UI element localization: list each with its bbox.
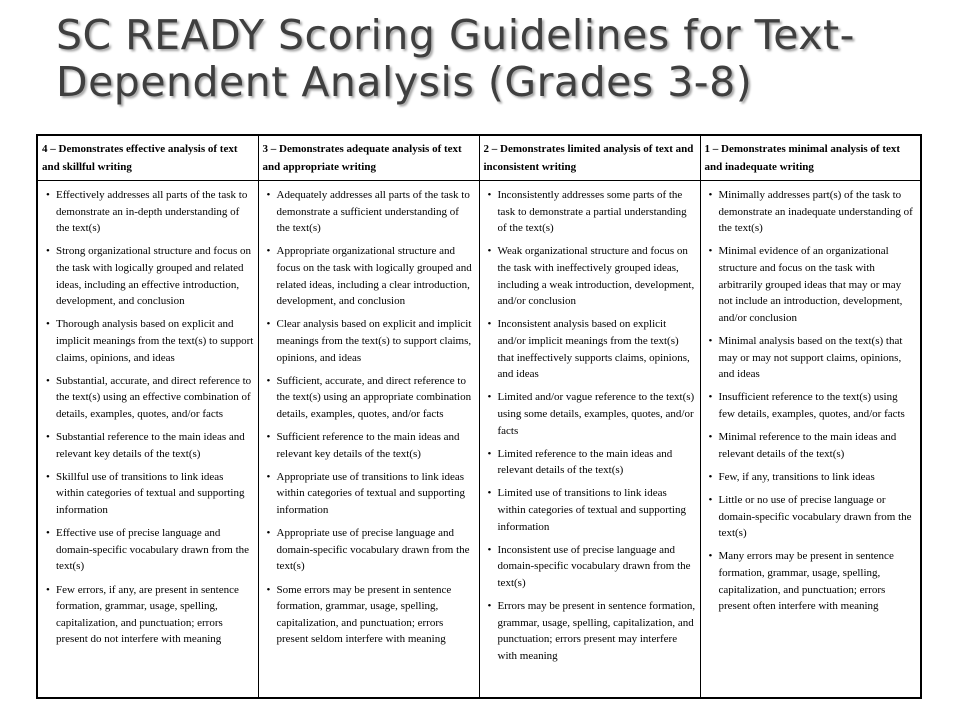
criterion-text: Limited reference to the main ideas and relevant details of the text(s): [497, 447, 673, 477]
score-2-cell: [479, 181, 700, 699]
criterion-text: Limited use of transitions to link ideas within categories of textual and supporting information: [497, 487, 686, 533]
header-row: [37, 135, 921, 181]
criterion-list-item: [42, 373, 254, 423]
bullet-icon: •: [46, 245, 50, 258]
bullet-icon: •: [487, 318, 492, 331]
score-4-header: 4 – Demonstrates effective analysis of text and skillful writing: [37, 135, 258, 181]
bullet-icon: •: [266, 189, 271, 201]
bullet-icon: •: [708, 431, 713, 444]
bullet-icon: •: [266, 318, 271, 331]
criterion-list-item: [484, 542, 696, 592]
criterion-list-item: [42, 582, 254, 648]
bullet-icon: •: [708, 189, 713, 201]
criterion-text: Weak organizational structure and focus on the task with ineffectively grouped ideas, including a weak introduction, development, and/or conclusion: [497, 245, 695, 308]
criterion-list-item: [263, 429, 475, 462]
criterion-list-item: [484, 316, 696, 382]
bullet-icon: •: [487, 600, 492, 613]
criterion-text: Few errors, if any, are present in sentence formation, grammar, usage, spelling, capitalization, and punctuation; errors present do not interfere with meaning: [56, 583, 239, 646]
criterion-list-item: [484, 389, 696, 439]
criterion-list-item: [263, 469, 475, 519]
criterion-list-item: [705, 548, 917, 614]
score-1-cell: [700, 181, 921, 699]
bullet-icon: •: [487, 245, 492, 258]
criterion-list-item: [263, 187, 475, 237]
bullet-icon: •: [487, 391, 492, 404]
score-2-list: [484, 187, 696, 665]
bullet-icon: •: [708, 334, 713, 347]
bullet-icon: •: [708, 245, 713, 258]
criterion-text: Minimal reference to the main ideas and relevant details of the text(s): [718, 431, 897, 460]
bullet-icon: •: [266, 431, 271, 444]
criterion-list-item: [263, 525, 475, 575]
criterion-list-item: [705, 243, 917, 326]
criterion-text: Appropriate use of precise language and domain-specific vocabulary drawn from the text(s): [276, 527, 470, 573]
criterion-list-item: [484, 243, 696, 309]
bullet-icon: •: [46, 470, 50, 483]
criterion-list-item: [263, 316, 475, 366]
criterion-text: Minimal analysis based on the text(s) that may or may not support claims, opinions, and ideas: [718, 334, 903, 381]
criterion-text: Appropriate organizational structure and focus on the task with logically grouped and related ideas, including a clear introduction, development, and conclusion: [276, 245, 472, 308]
criterion-list-item: [42, 525, 254, 575]
criterion-text: Minimal evidence of an organizational structure and focus on the task with arbitrarily grouped ideas that may or may not include an introduction, development, and/or conclusion: [718, 245, 903, 324]
bullet-icon: •: [487, 447, 492, 460]
criterion-text: Inconsistently addresses some parts of the task to demonstrate a partial understanding of the text(s): [497, 189, 687, 235]
criterion-list-item: [484, 485, 696, 535]
score-2-header: 2 – Demonstrates limited analysis of text and inconsistent writing: [479, 135, 700, 181]
criterion-text: Strong organizational structure and focus on the task with logically grouped and related ideas, including an effective introduction, development, and conclusion: [56, 245, 251, 308]
criterion-text: Few, if any, transitions to link ideas: [718, 470, 875, 483]
bullet-icon: •: [46, 318, 50, 331]
page-title: SC READY Scoring Guidelines for Text-Dependent Analysis (Grades 3-8): [56, 11, 855, 106]
criterion-list-item: [263, 243, 475, 309]
criterion-list-item: [263, 582, 475, 648]
score-1-header: 1 – Demonstrates minimal analysis of text and inadequate writing: [700, 135, 921, 181]
criterion-text: Little or no use of precise language or domain-specific vocabulary drawn from the text(s): [718, 494, 912, 540]
criterion-text: Sufficient, accurate, and direct reference to the text(s) using an appropriate combination details, examples, quotes, and/or facts: [276, 374, 472, 420]
criterion-text: Appropriate use of transitions to link ideas within categories of textual and supporting information: [276, 470, 465, 517]
criterion-list-item: [484, 446, 696, 479]
bullet-icon: •: [487, 543, 492, 556]
bullet-icon: •: [46, 374, 50, 387]
score-3-cell: [258, 181, 479, 699]
criterion-list-item: [42, 243, 254, 309]
bullet-icon: •: [266, 374, 271, 387]
criterion-list-item: [42, 429, 254, 462]
criterion-text: Some errors may be present in sentence formation, grammar, usage, spelling, capitalization, and punctuation; errors present seldom interfere with meaning: [276, 583, 452, 646]
bullet-icon: •: [487, 487, 492, 500]
criterion-text: Skillful use of transitions to link ideas within categories of textual and supporting information: [56, 470, 245, 517]
criterion-list-item: [484, 187, 696, 237]
bullet-icon: •: [266, 583, 271, 596]
criterion-text: Adequately addresses all parts of the task to demonstrate a sufficient understanding of the text(s): [276, 189, 470, 235]
criterion-list-item: [484, 598, 696, 664]
criterion-text: Effective use of precise language and domain-specific vocabulary drawn from the text(s): [56, 527, 250, 573]
criterion-text: Substantial, accurate, and direct reference to the text(s) using an effective combination of details, examples, quotes, and/or facts: [56, 374, 252, 420]
score-3-header: 3 – Demonstrates adequate analysis of text and appropriate writing: [258, 135, 479, 181]
criterion-list-item: [42, 469, 254, 519]
criterion-text: Minimally addresses part(s) of the task to demonstrate an inadequate understanding of the text(s): [718, 189, 913, 235]
bullet-icon: •: [46, 583, 50, 596]
criterion-list-item: [263, 373, 475, 423]
bullet-icon: •: [708, 494, 713, 507]
criterion-text: Effectively addresses all parts of the task to demonstrate an in-depth understanding of the text(s): [56, 189, 248, 235]
criterion-list-item: [705, 492, 917, 542]
criterion-text: Many errors may be present in sentence formation, grammar, usage, spelling, capitalization, and punctuation; errors present often interfere with meaning: [718, 550, 894, 613]
bullet-icon: •: [708, 550, 713, 563]
criterion-text: Sufficient reference to the main ideas and relevant key details of the text(s): [276, 431, 460, 460]
criterion-list-item: [705, 429, 917, 462]
score-4-cell: [37, 181, 258, 699]
criterion-list-item: [705, 333, 917, 383]
criterion-list-item: [42, 316, 254, 366]
criterion-text: Errors may be present in sentence formation, grammar, usage, spelling, capitalization, and punctuation; errors present may interfere with meaning: [497, 600, 696, 662]
bullet-icon: •: [266, 470, 271, 483]
criterion-text: Limited and/or vague reference to the text(s) using some details, examples, quotes, and/or facts: [497, 391, 695, 437]
criterion-list-item: [705, 469, 917, 486]
bullet-icon: •: [708, 470, 713, 483]
bullet-icon: •: [46, 189, 50, 201]
criterion-list-item: [705, 187, 917, 237]
bullet-icon: •: [46, 527, 50, 540]
bullet-icon: •: [708, 391, 713, 404]
bullet-icon: •: [487, 189, 492, 201]
score-4-list: [42, 187, 254, 648]
criterion-text: Substantial reference to the main ideas and relevant key details of the text(s): [56, 431, 245, 460]
criterion-list-item: [705, 389, 917, 422]
score-3-list: [263, 187, 475, 648]
criterion-text: Inconsistent use of precise language and domain-specific vocabulary drawn from the text(s): [497, 543, 691, 590]
bullet-icon: •: [266, 527, 271, 540]
criterion-text: Thorough analysis based on explicit and implicit meanings from the text(s) to support claims, opinions, and ideas: [56, 318, 254, 364]
bullet-icon: •: [266, 245, 271, 258]
criterion-text: Inconsistent analysis based on explicit and/or implicit meanings from the text(s) that ineffectively supports claims, opinions, and ideas: [497, 318, 690, 381]
criterion-list-item: [42, 187, 254, 237]
score-1-list: [705, 187, 917, 615]
bullet-icon: •: [46, 431, 50, 444]
criterion-text: Insufficient reference to the text(s) using few details, examples, quotes, and/or facts: [718, 391, 905, 420]
criteria-row: [37, 181, 921, 699]
scoring-rubric-table: [36, 134, 922, 699]
criterion-text: Clear analysis based on explicit and implicit meanings from the text(s) to support claims, opinions, and ideas: [276, 318, 472, 364]
